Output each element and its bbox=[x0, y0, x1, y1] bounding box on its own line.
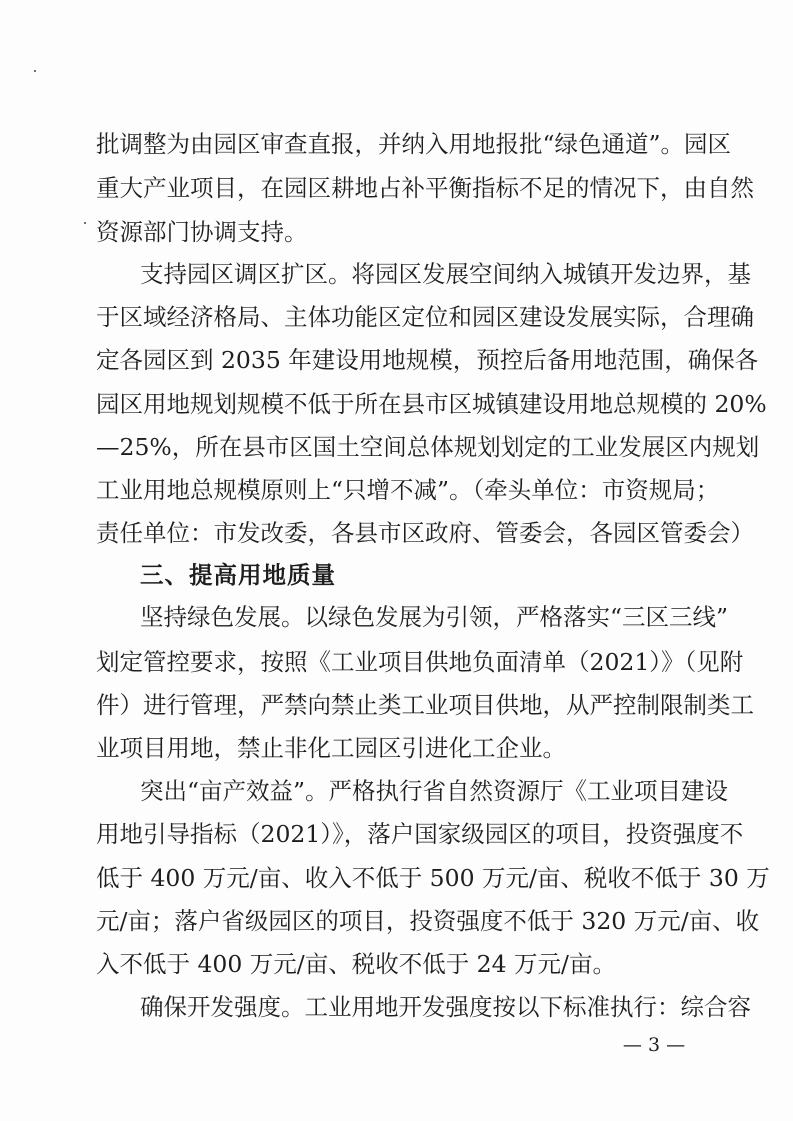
paragraph-2-line-6: 工业用地总规模原则上“只增不减”。（牵头单位：市资规局； bbox=[96, 476, 720, 504]
paragraph-5-line-1: 确保开发强度。工业用地开发强度按以下标准执行：综合容 bbox=[140, 993, 751, 1021]
paragraph-1-line-1: 批调整为由园区审查直报，并纳入用地报批“绿色通道”。园区 bbox=[96, 130, 732, 158]
paragraph-2-line-7: 责任单位：市发改委，各县市区政府、管委会，各园区管委会） bbox=[96, 519, 754, 547]
paragraph-2-line-4: 园区用地规划规模不低于所在县市区城镇建设用地总规模的 20% bbox=[96, 390, 767, 418]
scan-speck bbox=[34, 70, 36, 72]
paragraph-2-line-5: —25%，所在县市区国土空间总体规划划定的工业发展区内规划 bbox=[96, 433, 760, 461]
scan-speck bbox=[84, 222, 86, 224]
page-number: — 3 — bbox=[622, 1034, 686, 1056]
paragraph-2-line-2: 于区域经济格局、主体功能区定位和园区建设发展实际，合理确 bbox=[96, 303, 754, 331]
paragraph-3-line-2: 划定管控要求，按照《工业项目供地负面清单（2021）》（见附 bbox=[96, 648, 744, 676]
paragraph-4-line-4: 元/亩；落户省级园区的项目，投资强度不低于 320 万元/亩、收 bbox=[96, 907, 760, 935]
paragraph-1-line-2: 重大产业项目，在园区耕地占补平衡指标不足的情况下，由自然 bbox=[96, 174, 754, 202]
paragraph-4-line-1: 突出“亩产效益”。严格执行省自然资源厅《工业项目建设 bbox=[140, 777, 729, 805]
section-heading: 三、提高用地质量 bbox=[140, 561, 336, 589]
paragraph-3-line-3: 件）进行管理，严禁向禁止类工业项目供地，从严控制限制类工 bbox=[96, 691, 754, 719]
paragraph-2-line-3: 定各园区到 2035 年建设用地规模，预控后备用地范围，确保各 bbox=[96, 346, 759, 374]
paragraph-2-line-1: 支持园区调区扩区。将园区发展空间纳入城镇开发边界，基 bbox=[140, 260, 751, 288]
paragraph-4-line-2: 用地引导指标（2021）》，落户国家级园区的项目，投资强度不 bbox=[96, 820, 744, 848]
paragraph-4-line-5: 入不低于 400 万元/亩、税收不低于 24 万元/亩。 bbox=[96, 950, 616, 978]
paragraph-3-line-1: 坚持绿色发展。以绿色发展为引领，严格落实“三区三线” bbox=[140, 603, 729, 631]
paragraph-1-line-3: 资源部门协调支持。 bbox=[96, 218, 308, 246]
paragraph-3-line-4: 业项目用地，禁止非化工园区引进化工企业。 bbox=[96, 734, 566, 762]
paragraph-4-line-3: 低于 400 万元/亩、收入不低于 500 万元/亩、税收不低于 30 万 bbox=[96, 864, 770, 892]
